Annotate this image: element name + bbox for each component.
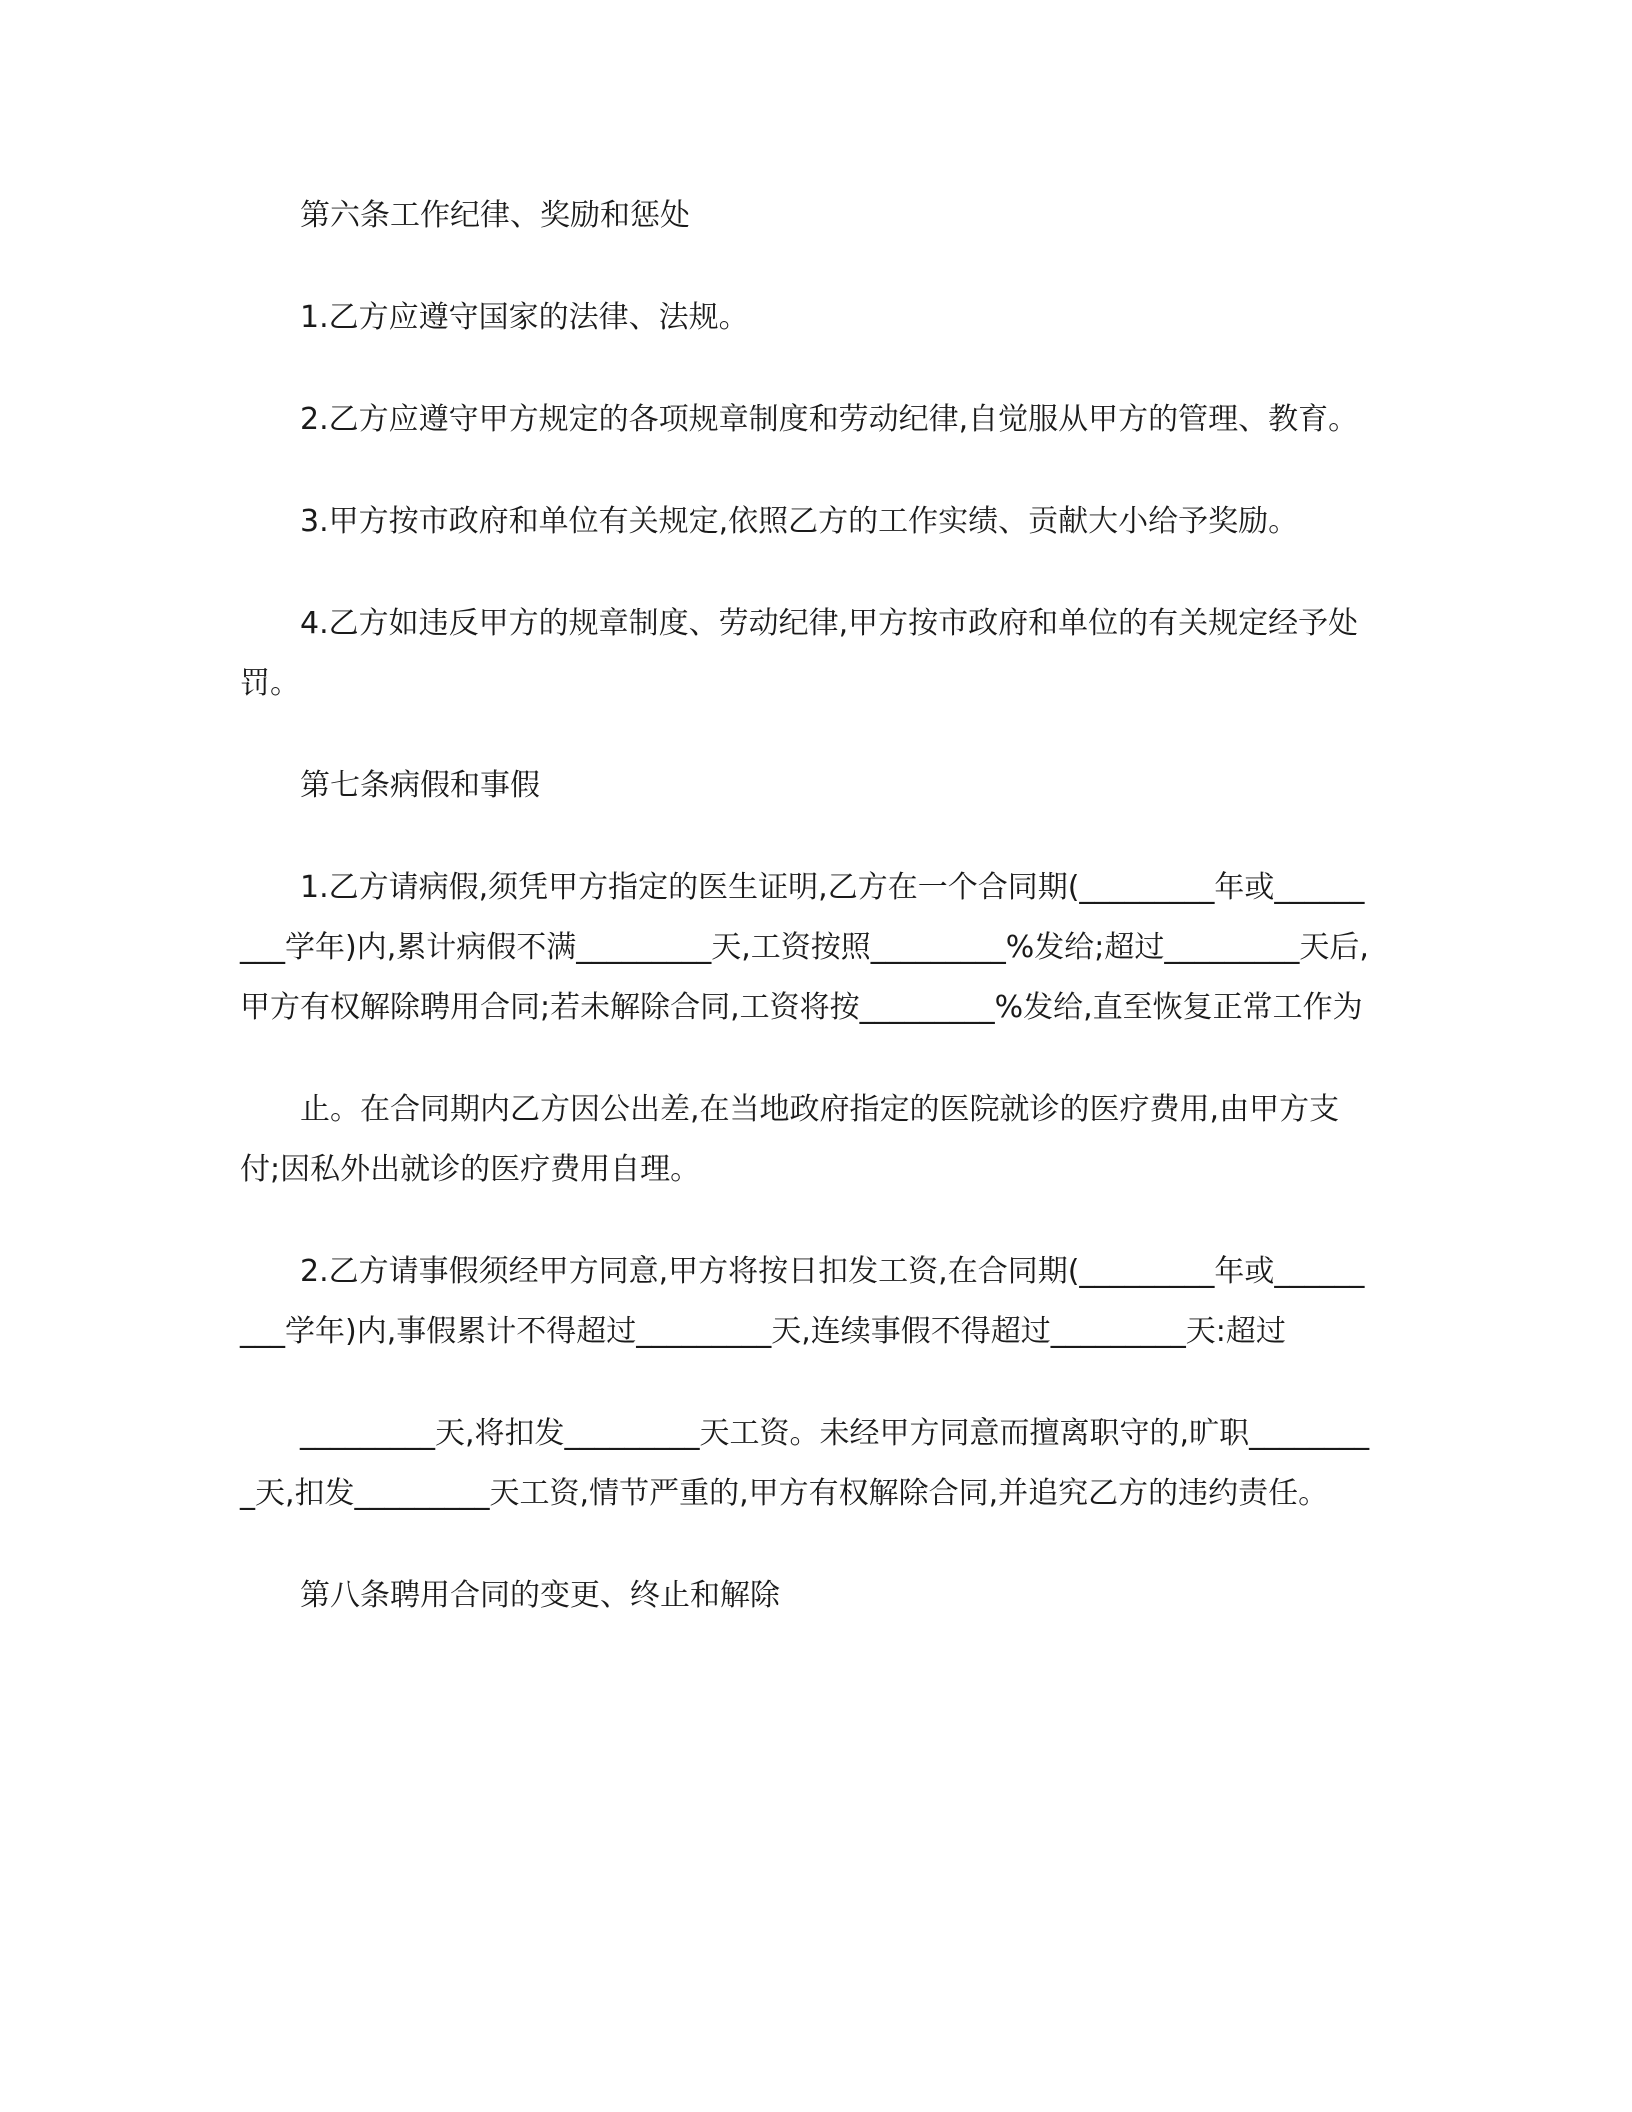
section-heading-article-8: 第八条聘用合同的变更、终止和解除 (300, 1578, 780, 1613)
section-heading-article-7: 第七条病假和事假 (300, 768, 540, 803)
clause-6-2: 2.乙方应遵守甲方规定的各项规章制度和劳动纪律,自觉服从甲方的管理、教育。 (300, 402, 1359, 437)
clause-6-4: 4.乙方如违反甲方的规章制度、劳动纪律,甲方按市政府和单位的有关规定经予处罚。 (240, 606, 1359, 701)
clause-7-1: 1.乙方请病假,须凭甲方指定的医生证明,乙方在一个合同期(_________年或_________学年)内,累计病假不满_________天,工资按照_________%发给;超过_________天后,甲方有权解除聘用合同;若未解除合同,工资将按_________%发给,直至恢复正常工作为 (240, 870, 1369, 1025)
section-heading-article-6: 第六条工作纪律、奖励和惩处 (300, 198, 690, 233)
document-body (240, 186, 1375, 1626)
clause-6-3: 3.甲方按市政府和单位有关规定,依照乙方的工作实绩、贡献大小给予奖励。 (300, 504, 1299, 539)
clause-7-1-continued: 止。在合同期内乙方因公出差,在当地政府指定的医院就诊的医疗费用,由甲方支付;因私外出就诊的医疗费用自理。 (240, 1092, 1340, 1187)
clause-7-2: 2.乙方请事假须经甲方同意,甲方将按日扣发工资,在合同期(_________年或_________学年)内,事假累计不得超过_________天,连续事假不得超过_________天:超过 (240, 1254, 1365, 1349)
clause-7-2-continued: _________天,将扣发_________天工资。未经甲方同意而擅离职守的,旷职_________天,扣发_________天工资,情节严重的,甲方有权解除合同,并追究乙方的违约责任。 (240, 1416, 1370, 1511)
clause-6-1: 1.乙方应遵守国家的法律、法规。 (300, 300, 749, 335)
